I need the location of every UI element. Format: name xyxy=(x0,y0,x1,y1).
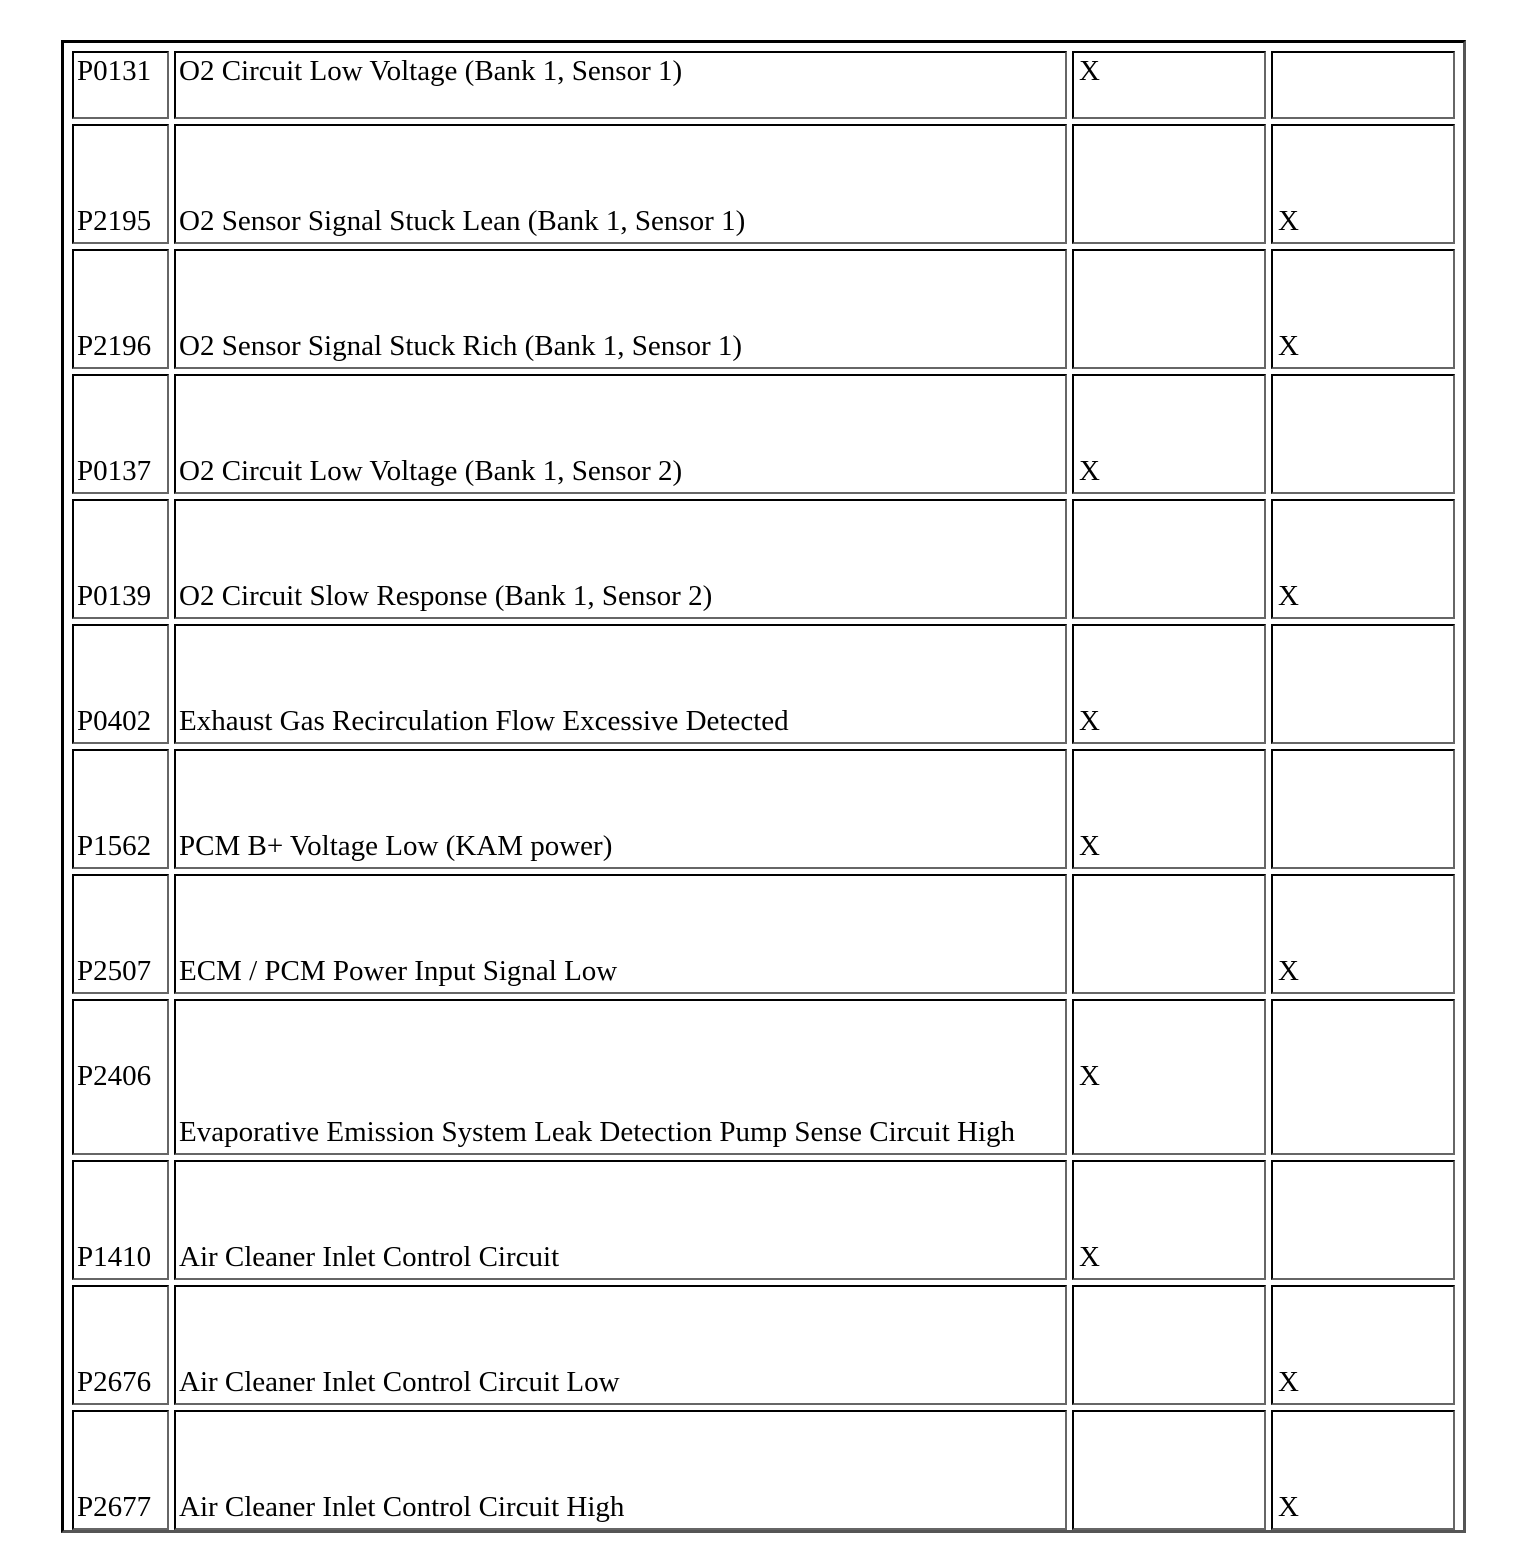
dtc-code-cell: P2676 xyxy=(72,1285,169,1405)
second-column-mark-cell xyxy=(1271,1160,1455,1280)
dtc-table-body xyxy=(72,51,1455,1530)
dtc-code-cell: P1562 xyxy=(72,749,169,869)
dtc-description-cell: O2 Sensor Signal Stuck Rich (Bank 1, Sensor 1) xyxy=(174,249,1067,369)
second-column-mark xyxy=(1276,705,1278,737)
dtc-code-cell: P0131 xyxy=(72,51,169,119)
first-column-mark-cell xyxy=(1072,249,1266,369)
dtc-description-cell: ECM / PCM Power Input Signal Low xyxy=(174,874,1067,994)
second-column-mark: X xyxy=(1278,1366,1299,1398)
first-column-mark: X xyxy=(1079,55,1100,87)
second-column-mark: X xyxy=(1278,1491,1299,1523)
first-column-mark xyxy=(1077,580,1079,612)
second-column-mark xyxy=(1276,55,1278,87)
second-column-mark xyxy=(1276,455,1278,487)
dtc-code-cell: P1410 xyxy=(72,1160,169,1280)
first-column-mark: X xyxy=(1079,705,1100,737)
first-column-mark-cell xyxy=(1072,499,1266,619)
first-column-mark xyxy=(1077,955,1079,987)
table-frame xyxy=(61,40,1466,1533)
first-column-mark-cell xyxy=(1072,374,1266,494)
dtc-description-cell: Air Cleaner Inlet Control Circuit High xyxy=(174,1410,1067,1530)
first-column-mark xyxy=(1077,330,1079,362)
dtc-code-cell: P2677 xyxy=(72,1410,169,1530)
dtc-table xyxy=(67,46,1460,1535)
table-row xyxy=(72,124,1455,244)
second-column-mark-cell xyxy=(1271,124,1455,244)
dtc-code-cell: P2196 xyxy=(72,249,169,369)
second-column-mark-cell xyxy=(1271,749,1455,869)
second-column-mark: X xyxy=(1278,955,1299,987)
second-column-mark-cell xyxy=(1271,1285,1455,1405)
first-column-mark-cell xyxy=(1072,124,1266,244)
first-column-mark-cell xyxy=(1072,51,1266,119)
first-column-mark: X xyxy=(1079,455,1100,487)
dtc-code-cell: P0139 xyxy=(72,499,169,619)
dtc-description-cell: O2 Sensor Signal Stuck Lean (Bank 1, Sensor 1) xyxy=(174,124,1067,244)
dtc-code-cell: P2507 xyxy=(72,874,169,994)
second-column-mark xyxy=(1276,1241,1278,1273)
first-column-mark: X xyxy=(1079,1059,1100,1092)
table-row xyxy=(72,51,1455,119)
second-column-mark-cell xyxy=(1271,51,1455,119)
dtc-code-cell: P0402 xyxy=(72,624,169,744)
dtc-code-cell: P0137 xyxy=(72,374,169,494)
second-column-mark xyxy=(1276,830,1278,862)
table-row xyxy=(72,374,1455,494)
dtc-code-cell: P2406 xyxy=(72,999,169,1155)
dtc-description-cell: O2 Circuit Low Voltage (Bank 1, Sensor 1) xyxy=(174,51,1067,119)
table-row xyxy=(72,624,1455,744)
table-row xyxy=(72,499,1455,619)
table-row xyxy=(72,749,1455,869)
table-row xyxy=(72,1285,1455,1405)
second-column-mark-cell xyxy=(1271,874,1455,994)
table-row xyxy=(72,999,1455,1155)
table-row xyxy=(72,1160,1455,1280)
first-column-mark xyxy=(1077,205,1079,237)
second-column-mark-cell xyxy=(1271,499,1455,619)
second-column-mark-cell xyxy=(1271,374,1455,494)
first-column-mark-cell xyxy=(1072,1410,1266,1530)
first-column-mark: X xyxy=(1079,1241,1100,1273)
table-row xyxy=(72,1410,1455,1530)
dtc-description-cell: Exhaust Gas Recirculation Flow Excessive Detected xyxy=(174,624,1067,744)
table-row xyxy=(72,874,1455,994)
second-column-mark: X xyxy=(1278,580,1299,612)
first-column-mark-cell xyxy=(1072,624,1266,744)
first-column-mark-cell xyxy=(1072,874,1266,994)
first-column-mark-cell xyxy=(1072,999,1266,1155)
second-column-mark xyxy=(1276,1060,1278,1092)
dtc-code-cell: P2195 xyxy=(72,124,169,244)
dtc-description-cell: O2 Circuit Slow Response (Bank 1, Sensor 2) xyxy=(174,499,1067,619)
second-column-mark-cell xyxy=(1271,249,1455,369)
first-column-mark xyxy=(1077,1491,1079,1523)
table-row xyxy=(72,249,1455,369)
dtc-description-cell: Air Cleaner Inlet Control Circuit xyxy=(174,1160,1067,1280)
first-column-mark: X xyxy=(1079,830,1100,862)
first-column-mark-cell xyxy=(1072,1285,1266,1405)
first-column-mark-cell xyxy=(1072,1160,1266,1280)
second-column-mark-cell xyxy=(1271,1410,1455,1530)
dtc-description-cell: Evaporative Emission System Leak Detection Pump Sense Circuit High xyxy=(174,999,1067,1155)
second-column-mark: X xyxy=(1278,330,1299,362)
first-column-mark-cell xyxy=(1072,749,1266,869)
dtc-description-cell: PCM B+ Voltage Low (KAM power) xyxy=(174,749,1067,869)
dtc-description-cell: O2 Circuit Low Voltage (Bank 1, Sensor 2) xyxy=(174,374,1067,494)
second-column-mark-cell xyxy=(1271,999,1455,1155)
second-column-mark: X xyxy=(1278,205,1299,237)
first-column-mark xyxy=(1077,1366,1079,1398)
second-column-mark-cell xyxy=(1271,624,1455,744)
dtc-description-cell: Air Cleaner Inlet Control Circuit Low xyxy=(174,1285,1067,1405)
